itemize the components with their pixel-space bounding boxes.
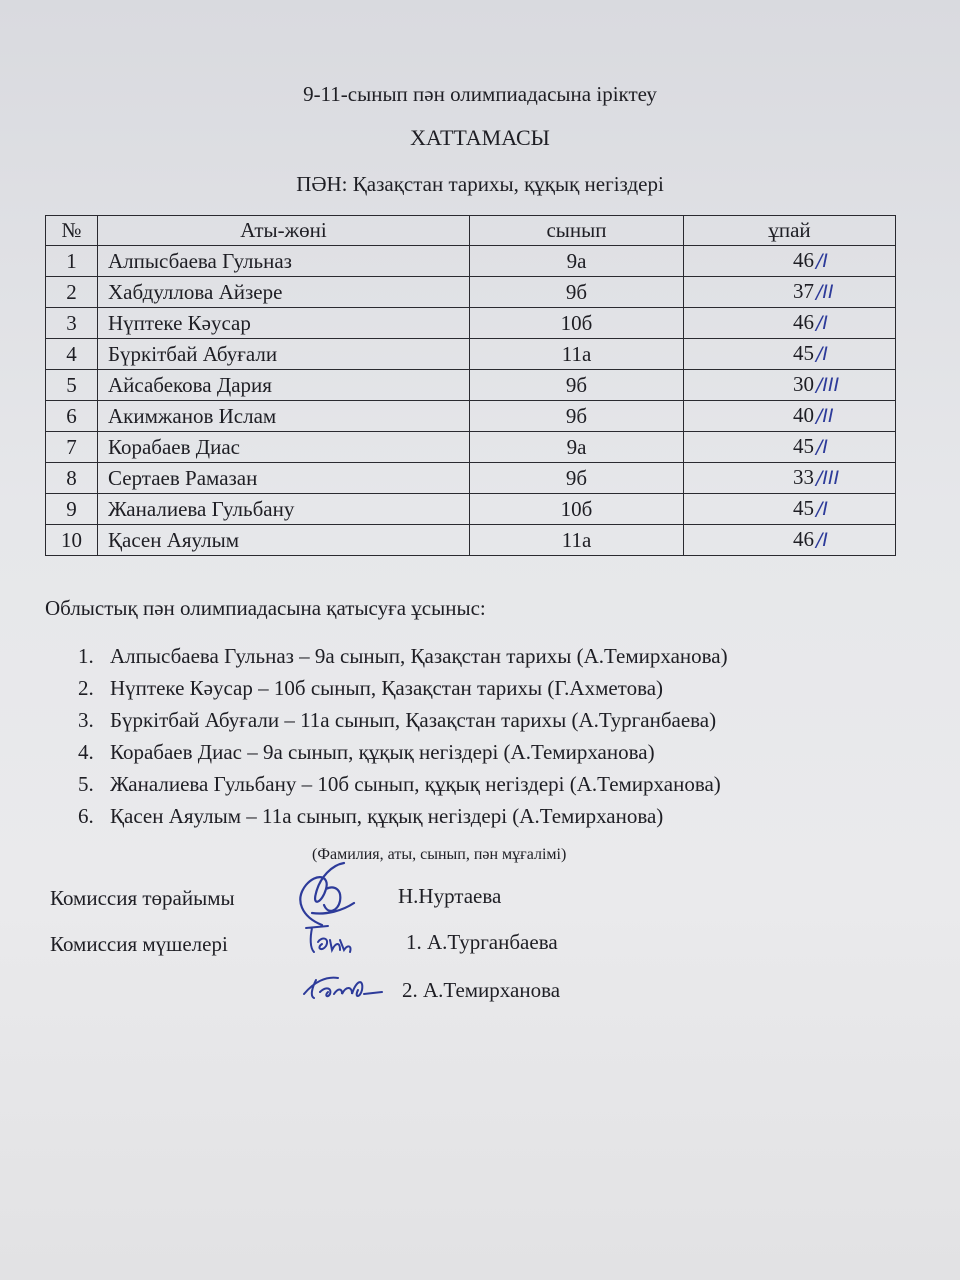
student-name: Хабдуллова Айзере — [98, 277, 470, 308]
table-row — [46, 277, 896, 308]
table-row — [46, 463, 896, 494]
score-cell — [684, 525, 896, 556]
list-item: 3. Бүркітбай Абуғали – 11а сынып, Қазақстан тарихы (А.Турганбаева) — [78, 708, 717, 732]
handwritten-rank: /II — [816, 405, 834, 427]
student-name: Сертаев Рамазан — [98, 463, 470, 494]
score-value: 37 — [793, 279, 814, 303]
table-row — [46, 401, 896, 432]
row-number: 6 — [46, 401, 98, 432]
student-class: 10б — [470, 308, 684, 339]
score-cell — [684, 432, 896, 463]
student-class: 9б — [470, 401, 684, 432]
table-row — [46, 494, 896, 525]
score-value: 30 — [793, 372, 814, 396]
handwritten-rank: /I — [816, 312, 829, 334]
member-1-signature — [300, 920, 360, 960]
list-item: 5. Жаналиева Гульбану – 10б сынып, құқық негіздері (А.Темирханова) — [78, 772, 721, 796]
score-value: 46 — [793, 248, 814, 272]
row-number: 10 — [46, 525, 98, 556]
table-row — [46, 246, 896, 277]
members-label: Комиссия мүшелері — [50, 932, 228, 956]
handwritten-rank: /I — [816, 436, 829, 458]
list-item: 6. Қасен Аяулым – 11а сынып, құқық негіздері (А.Темирханова) — [78, 804, 664, 828]
col-header-score: ұпай — [684, 216, 896, 246]
handwritten-rank: /I — [816, 343, 829, 365]
student-name: Нүптеке Кәусар — [98, 308, 470, 339]
score-value: 33 — [793, 465, 814, 489]
handwritten-rank: /I — [816, 250, 829, 272]
row-number: 5 — [46, 370, 98, 401]
handwritten-rank: /III — [816, 467, 840, 489]
table-row — [46, 339, 896, 370]
student-name: Акимжанов Ислам — [98, 401, 470, 432]
table-row — [46, 308, 896, 339]
score-value: 40 — [793, 403, 814, 427]
table-row — [46, 432, 896, 463]
list-item: 2. Нүптеке Кәусар – 10б сынып, Қазақстан тарихы (Г.Ахметова) — [78, 676, 664, 700]
student-name: Айсабекова Дария — [98, 370, 470, 401]
score-value: 45 — [793, 496, 814, 520]
handwritten-rank: /II — [816, 281, 834, 303]
student-name: Қасен Аяулым — [98, 525, 470, 556]
table-row — [46, 370, 896, 401]
student-name: Корабаев Диас — [98, 432, 470, 463]
table-header-row — [46, 216, 896, 246]
row-number: 4 — [46, 339, 98, 370]
handwritten-rank: /I — [816, 498, 829, 520]
score-cell — [684, 246, 896, 277]
row-number: 1 — [46, 246, 98, 277]
student-class: 9б — [470, 277, 684, 308]
recommendation-list — [78, 640, 728, 832]
student-class: 10б — [470, 494, 684, 525]
score-value: 46 — [793, 310, 814, 334]
results-table — [45, 215, 896, 556]
row-number: 7 — [46, 432, 98, 463]
student-name: Бүркітбай Абуғали — [98, 339, 470, 370]
score-value: 46 — [793, 527, 814, 551]
student-class: 11а — [470, 525, 684, 556]
row-number: 8 — [46, 463, 98, 494]
row-number: 3 — [46, 308, 98, 339]
score-value: 45 — [793, 434, 814, 458]
handwritten-rank: /III — [816, 374, 840, 396]
student-class: 9б — [470, 463, 684, 494]
student-class: 9б — [470, 370, 684, 401]
chair-label: Комиссия төрайымы — [50, 886, 235, 910]
handwritten-rank: /I — [816, 529, 829, 551]
score-cell — [684, 494, 896, 525]
student-name: Алпысбаева Гульназ — [98, 246, 470, 277]
student-class: 9а — [470, 432, 684, 463]
score-cell — [684, 370, 896, 401]
list-item: 4. Корабаев Диас – 9а сынып, құқық негіздері (А.Темирханова) — [78, 740, 655, 764]
score-cell — [684, 308, 896, 339]
score-cell — [684, 339, 896, 370]
row-number: 9 — [46, 494, 98, 525]
member-2-signature — [298, 968, 388, 1008]
score-value: 45 — [793, 341, 814, 365]
list-note: (Фамилия, аты, сынып, пән мұғалімі) — [312, 846, 567, 863]
member-2-name: 2. А.Темирханова — [402, 978, 561, 1002]
document-title: ХАТТАМАСЫ — [410, 125, 550, 150]
member-1-name: 1. А.Турганбаева — [406, 930, 558, 954]
score-cell — [684, 277, 896, 308]
subject-line: ПӘН: Қазақстан тарихы, құқық негіздері — [296, 172, 664, 196]
col-header-name: Аты-жөні — [98, 216, 470, 246]
row-number: 2 — [46, 277, 98, 308]
col-header-number: № — [46, 216, 98, 246]
student-class: 11а — [470, 339, 684, 370]
document-heading: 9-11-сынып пән олимпиадасына іріктеу — [303, 82, 657, 106]
chair-name: Н.Нуртаева — [398, 884, 502, 908]
recommendation-title: Облыстық пән олимпиадасына қатысуға ұсыныс: — [45, 596, 486, 620]
student-class: 9а — [470, 246, 684, 277]
score-cell — [684, 401, 896, 432]
score-cell — [684, 463, 896, 494]
table-row — [46, 525, 896, 556]
student-name: Жаналиева Гульбану — [98, 494, 470, 525]
col-header-class: сынып — [470, 216, 684, 246]
list-item: 1. Алпысбаева Гульназ – 9а сынып, Қазақстан тарихы (А.Темирханова) — [78, 644, 728, 668]
